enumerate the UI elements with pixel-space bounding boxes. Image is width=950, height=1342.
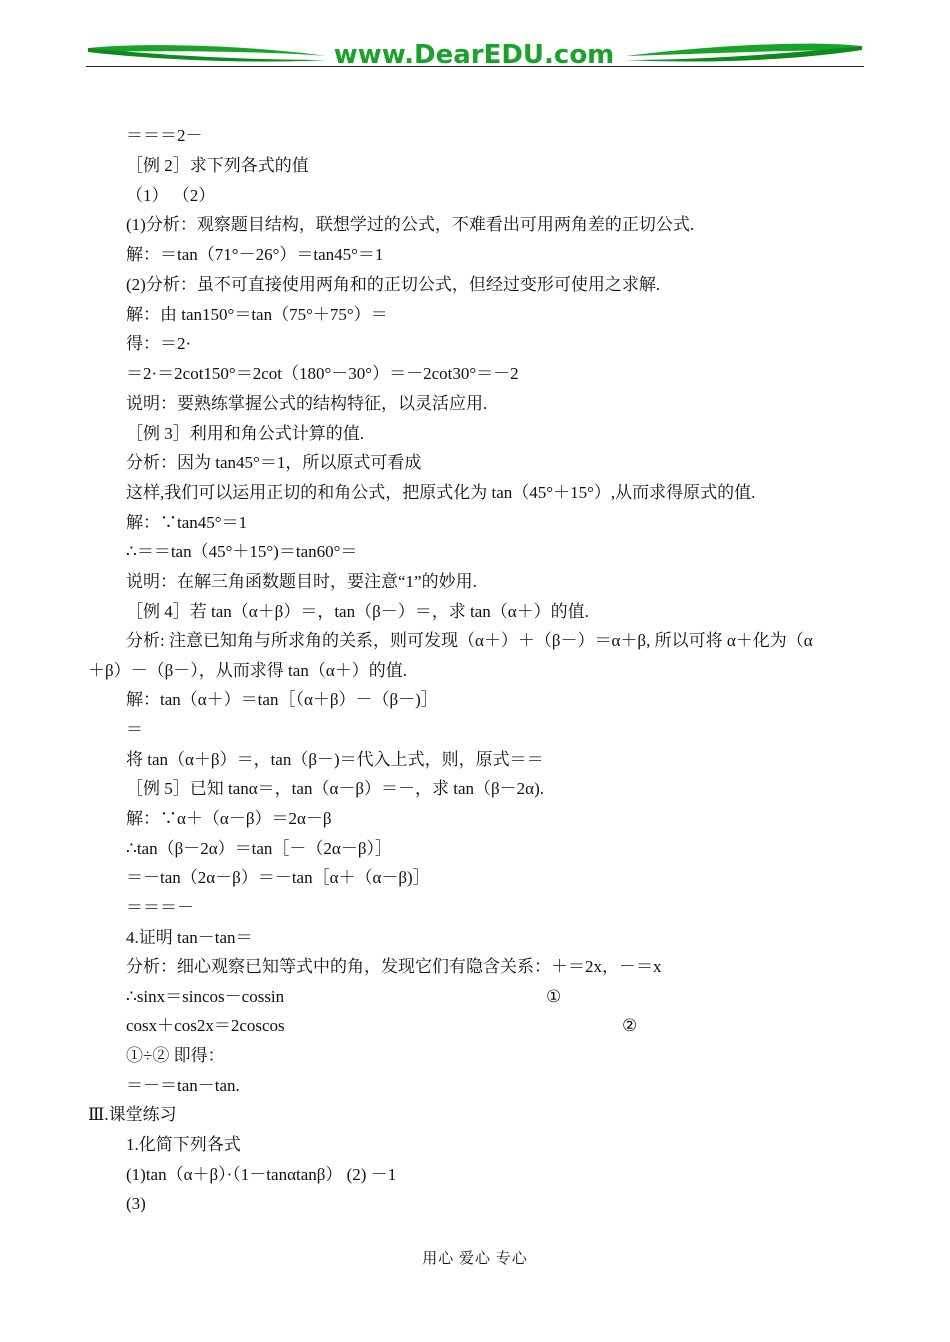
circled-number-2: ② bbox=[622, 1016, 638, 1035]
circled-number-1: ① bbox=[546, 987, 562, 1006]
line-4: (1)分析：观察题目结构，联想学过的公式，不难看出可用两角差的正切公式. bbox=[126, 215, 695, 234]
line-17: ［例 4］若 tan（α＋β）＝，tan（β－）＝，求 tan（α＋）的值. bbox=[126, 602, 589, 621]
line-31: cosx＋cos2x＝2coscos bbox=[126, 1016, 285, 1035]
line-23: ［例 5］已知 tanα＝，tan（α－β）＝－，求 tan（β－2α). bbox=[126, 779, 544, 798]
site-logo-text: www.DearEDU.com bbox=[333, 40, 615, 70]
line-5: 解：＝tan（71°－26°）＝tan45°＝1 bbox=[126, 245, 384, 264]
section-heading: Ⅲ.课堂练习 bbox=[88, 1105, 177, 1124]
line-7: 解：由 tan150°＝tan（75°＋75°）＝ bbox=[126, 305, 388, 324]
line-19: ＋β）－（β－），从而求得 tan（α＋）的值. bbox=[88, 661, 407, 680]
line-36: (1)tan（α＋β）·（1－tanαtanβ） (2) －1 bbox=[126, 1165, 397, 1184]
line-13: 这样,我们可以运用正切的和角公式，把原式化为 tan（45°＋15°）,从而求得原式的值. bbox=[126, 483, 756, 502]
line-9: ＝2·＝2cot150°＝2cot（180°－30°）＝－2cot30°＝－2 bbox=[126, 364, 519, 383]
line-30: ∴sinx＝sincos－cossin bbox=[126, 987, 285, 1006]
line-24: 解：∵α＋（α－β）＝2α－β bbox=[126, 809, 332, 828]
page-footer: 用心 爱心 专心 bbox=[422, 1251, 528, 1267]
line-16: 说明：在解三角函数题目时，要注意“1”的妙用. bbox=[126, 572, 477, 591]
line-20: 解：tan（α＋）＝tan［（α＋β）－（β－)］ bbox=[126, 690, 438, 709]
line-3: （1） （2） bbox=[126, 186, 216, 205]
line-35: 1.化简下列各式 bbox=[126, 1135, 241, 1154]
header-rule bbox=[86, 66, 864, 67]
line-2: ［例 2］求下列各式的值 bbox=[126, 156, 309, 175]
line-27: ＝＝＝－ bbox=[126, 898, 194, 917]
line-29: 分析：细心观察已知等式中的角，发现它们有隐含关系：＋＝2x，－＝x bbox=[126, 957, 662, 976]
line-33: ＝－＝tan－tan. bbox=[126, 1076, 240, 1095]
line-21: ＝ bbox=[126, 720, 143, 739]
line-18: 分析: 注意已知角与所求角的关系，则可发现（α＋）＋（β－）＝α＋β, 所以可将 α＋化为（α bbox=[126, 631, 813, 650]
line-14: 解：∵tan45°＝1 bbox=[126, 513, 248, 532]
line-10: 说明：要熟练掌握公式的结构特征，以灵活应用. bbox=[126, 394, 488, 413]
line-25: ∴tan（β－2α）＝tan［－（2α－β）］ bbox=[126, 839, 392, 858]
line-22: 将 tan（α＋β）＝，tan（β－)＝代入上式，则，原式＝＝ bbox=[126, 750, 544, 769]
line-28: 4.证明 tan－tan＝ bbox=[126, 928, 253, 947]
line-1: ＝＝＝2－ bbox=[126, 126, 203, 145]
line-8: 得：＝2· bbox=[126, 334, 192, 353]
line-26: ＝－tan（2α－β）＝－tan［α＋（α－β)］ bbox=[126, 868, 430, 887]
site-header-banner bbox=[86, 30, 864, 78]
line-32: ①÷② 即得： bbox=[126, 1046, 225, 1065]
line-12: 分析：因为 tan45°＝1，所以原式可看成 bbox=[126, 453, 422, 472]
line-6: (2)分析：虽不可直接使用两角和的正切公式，但经过变形可使用之求解. bbox=[126, 275, 661, 294]
line-15: ∴＝＝tan（45°＋15°)＝tan60°＝ bbox=[126, 542, 358, 561]
line-37: (3) bbox=[126, 1194, 146, 1213]
line-11: ［例 3］利用和角公式计算的值. bbox=[126, 424, 364, 443]
